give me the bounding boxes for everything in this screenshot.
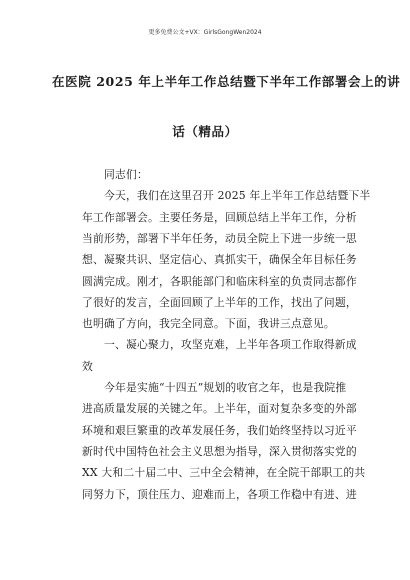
- body-line: 圆满完成。刚才，各职能部门和临床科室的负责同志都作: [82, 274, 357, 288]
- body-line: 进高质量发展的关键之年。上半年，面对复杂多变的外部: [82, 402, 357, 416]
- body-line: 年工作部署会。主要任务是，回顾总结上半年工作，分析: [82, 210, 357, 224]
- body-line: 也明确了方向，我完全同意。下面，我讲三点意见。: [82, 317, 335, 331]
- body-line: 一、凝心聚力，攻坚克难，上半年各项工作取得新成: [104, 338, 357, 352]
- document-title-line-1: 在医院 2025 年上半年工作总结暨下半年工作部署会上的讲: [52, 74, 401, 89]
- body-line: 环境和艰巨繁重的改革发展任务，我们始终坚持以习近平: [82, 423, 357, 437]
- document-title-line-2: 话（精品）: [172, 124, 238, 139]
- header-note: 更多免费公文+VX：GirlsGongWen2024: [148, 29, 262, 36]
- body-line: 效: [82, 359, 93, 373]
- body-line: 新时代中国特色社会主义思想为指导，深入贯彻落实党的: [82, 444, 357, 458]
- body-line: 今年是实施“十四五”规划的收官之年，也是我院推: [104, 381, 347, 394]
- body-line: 同努力下，顶住压力、迎难而上，各项工作稳中有进、进: [82, 487, 357, 501]
- body-line: XX 大和二十届二中、三中全会精神，在全院干部职工的共: [82, 466, 366, 480]
- body-line: 同志们：: [104, 168, 148, 181]
- body-line: 当前形势，部署下半年任务，动员全院上下进一步统一思: [82, 231, 357, 245]
- body-line: 今天，我们在这里召开 2025 年上半年工作总结暨下半: [104, 189, 371, 203]
- body-line: 了很好的发言，全面回顾了上半年的工作，找出了问题，: [82, 295, 357, 309]
- body-line: 想、凝聚共识、坚定信心、真抓实干，确保全年目标任务: [82, 253, 357, 267]
